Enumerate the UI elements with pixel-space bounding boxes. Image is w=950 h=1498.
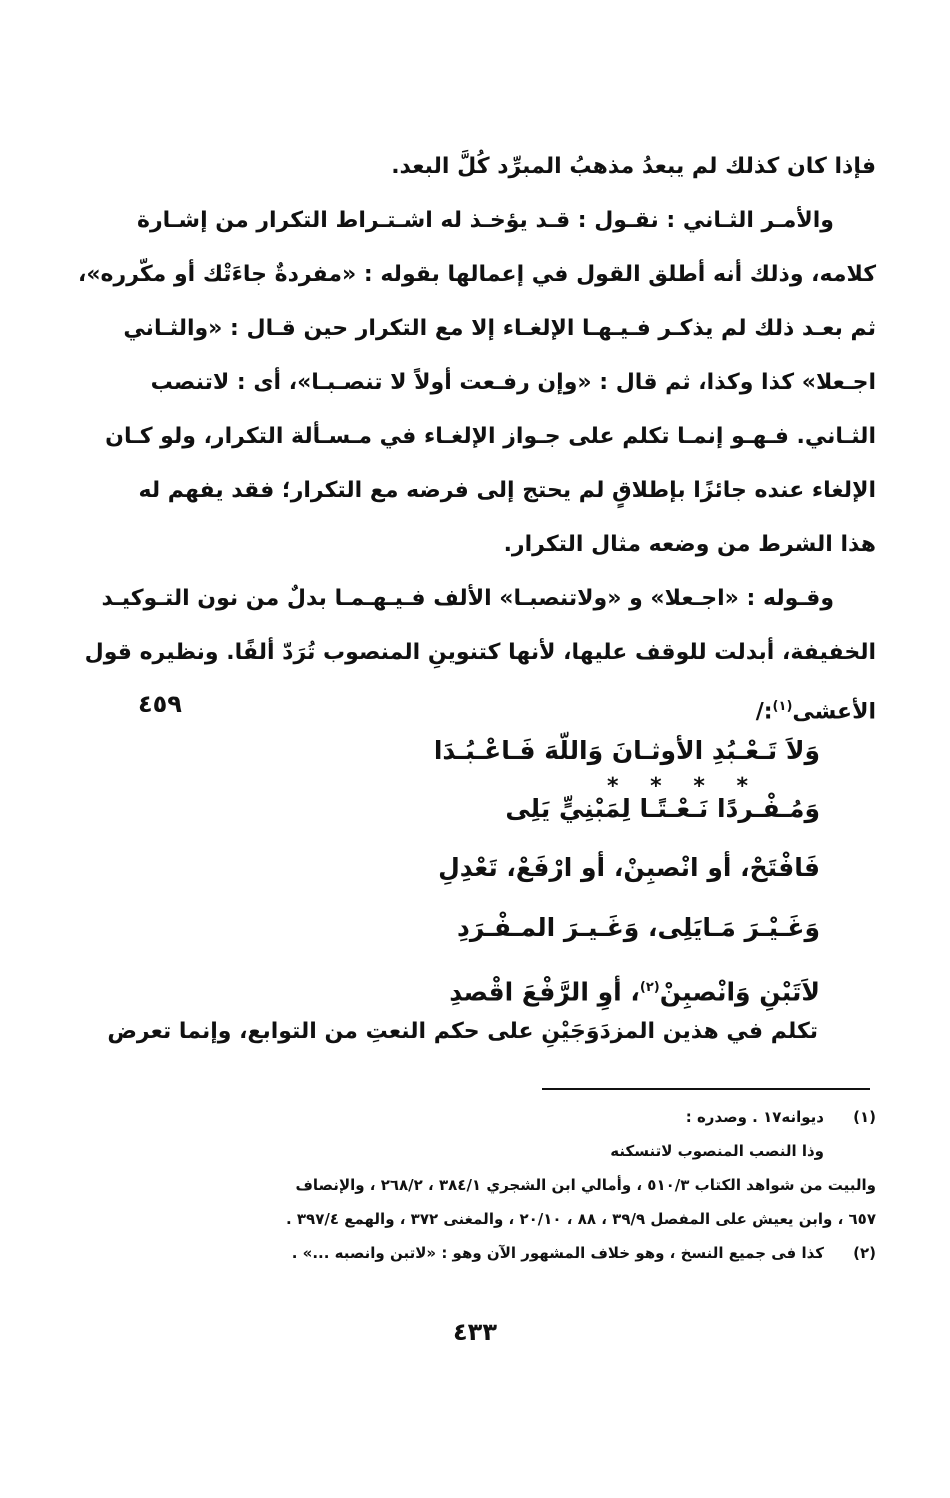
text-line-4: ثم بعـد ذلك لم يذكـر فـيـهـا الإلغـاء إلا مع التكرار حين قـال : «والثـاني bbox=[123, 316, 876, 341]
verse-line-2: وَمُـفْـردًا نَـعْـتًـا لِمَبْنِيٍّ يَلِى bbox=[505, 794, 820, 823]
footnote-1-line-4: ٦٥٧ ، وابن يعيش على المفصل ٣٩/٩ ، ٨٨ ، ٢٠/١٠ ، والمغنى ٣٧٢ ، والهمع ٣٩٧/٤ . bbox=[285, 1210, 876, 1228]
footnote-1-number: (١) bbox=[853, 1108, 876, 1126]
footnote-1-text: ديوانه١٧ . وصدره : bbox=[685, 1108, 824, 1126]
verse-5-tail: ، أوِ الرَّفْعَ اقْصدِ bbox=[449, 977, 640, 1007]
margin-page-number: ٤٥٩ bbox=[138, 690, 182, 718]
text-line-2: والأمـر الثـاني : نقـول : قـد يؤخـذ له اشـتـراط التكرار من إشـارة bbox=[137, 208, 834, 233]
text-line-6: الثـاني. فـهـو إنمـا تكلم على جـواز الإلغـاء في مـسـألة التكرار، ولو كـان bbox=[105, 424, 876, 449]
verse-line-4: وَغَـيْـرَ مَـايَلِى، وَغَـيـرَ المـفْـرَدِ bbox=[456, 913, 820, 942]
text-line-7: الإلغاء عنده جائزًا بإطلاقٍ لم يحتج إلى فرضه مع التكرار؛ فقد يفهم له bbox=[138, 478, 876, 503]
continuation-text bbox=[107, 1005, 876, 1059]
footnote-2-text: كذا فى جميع النسخ ، وهو خلاف المشهور الآن وهو : «لاتبن وانصبه ...» . bbox=[291, 1244, 824, 1262]
verse-separator-stars: * * * * bbox=[607, 774, 760, 799]
footnote-ref-2: (٢) bbox=[639, 980, 660, 995]
verse-block bbox=[300, 722, 820, 1018]
continuation-line: تكلم في هذين المزدَوَجَيْنِ على حكم النعتِ من التوابع، وإنما تعرض bbox=[107, 1019, 818, 1044]
text-line-3: كلامه، وذلك أنه أطلق القول في إعمالها بقوله : «مفردةٌ جاءَتْك أو مكّرره»، bbox=[77, 262, 876, 287]
verse-5-text: لاَتَبْنِ وَانْصبِنْ bbox=[659, 977, 820, 1007]
text-line-5: اجـعلا» كذا وكذا، ثم قال : «وإن رفـعت أولاً لا تنصـبـا»، أى : لاتنصب bbox=[150, 370, 876, 395]
text-line-9: وقـوله : «اجـعلا» و «ولاتنصبـا» الألف فـيـهـمـا بدلٌ من نون التـوكيـد bbox=[101, 586, 834, 611]
text-line-10: الخفيفة، أبدلت للوقف عليها، لأنها كتنوينِ المنصوب تُرَدّ ألفًا. ونظيره قول bbox=[84, 640, 876, 665]
footnotes bbox=[190, 1100, 876, 1270]
text-line-1: فإذا كان كذلك لم يبعدُ مذهبُ المبرِّد كُلَّ البعد. bbox=[391, 154, 876, 179]
footnote-2-number: (٢) bbox=[853, 1244, 876, 1262]
footnote-1 bbox=[190, 1100, 876, 1134]
verse-1-text: وَلاَ تَـعْـبُدِ الأوثـانَ وَاللّهَ فَـاعْـبُـدَا bbox=[433, 736, 820, 765]
footnote-2 bbox=[190, 1236, 876, 1270]
last-line-tail: :/ bbox=[755, 699, 773, 725]
verse-line-3: فَافْتَحْ، أو انْصبِنْ، أو ارْفَعْ، تَعْدِلِ bbox=[438, 853, 820, 882]
verse-line-1 bbox=[300, 722, 820, 799]
last-line-text: الأعشى bbox=[792, 699, 876, 725]
text-line-8: هذا الشرط من وضعه مثال التكرار. bbox=[503, 532, 876, 557]
footnote-1-line-2: وذا النصب المنصوب لاتنسكنه bbox=[610, 1142, 824, 1160]
footnote-1-line-3: والبيت من شواهد الكتاب ٥١٠/٣ ، وأمالي ابن الشجري ٣٨٤/١ ، ٢٦٨/٢ ، والإنصاف bbox=[295, 1176, 876, 1194]
footnote-ref-1: (١) bbox=[772, 699, 793, 714]
footnote-divider bbox=[542, 1088, 870, 1090]
page-number: ٤٣٣ bbox=[453, 1318, 497, 1346]
